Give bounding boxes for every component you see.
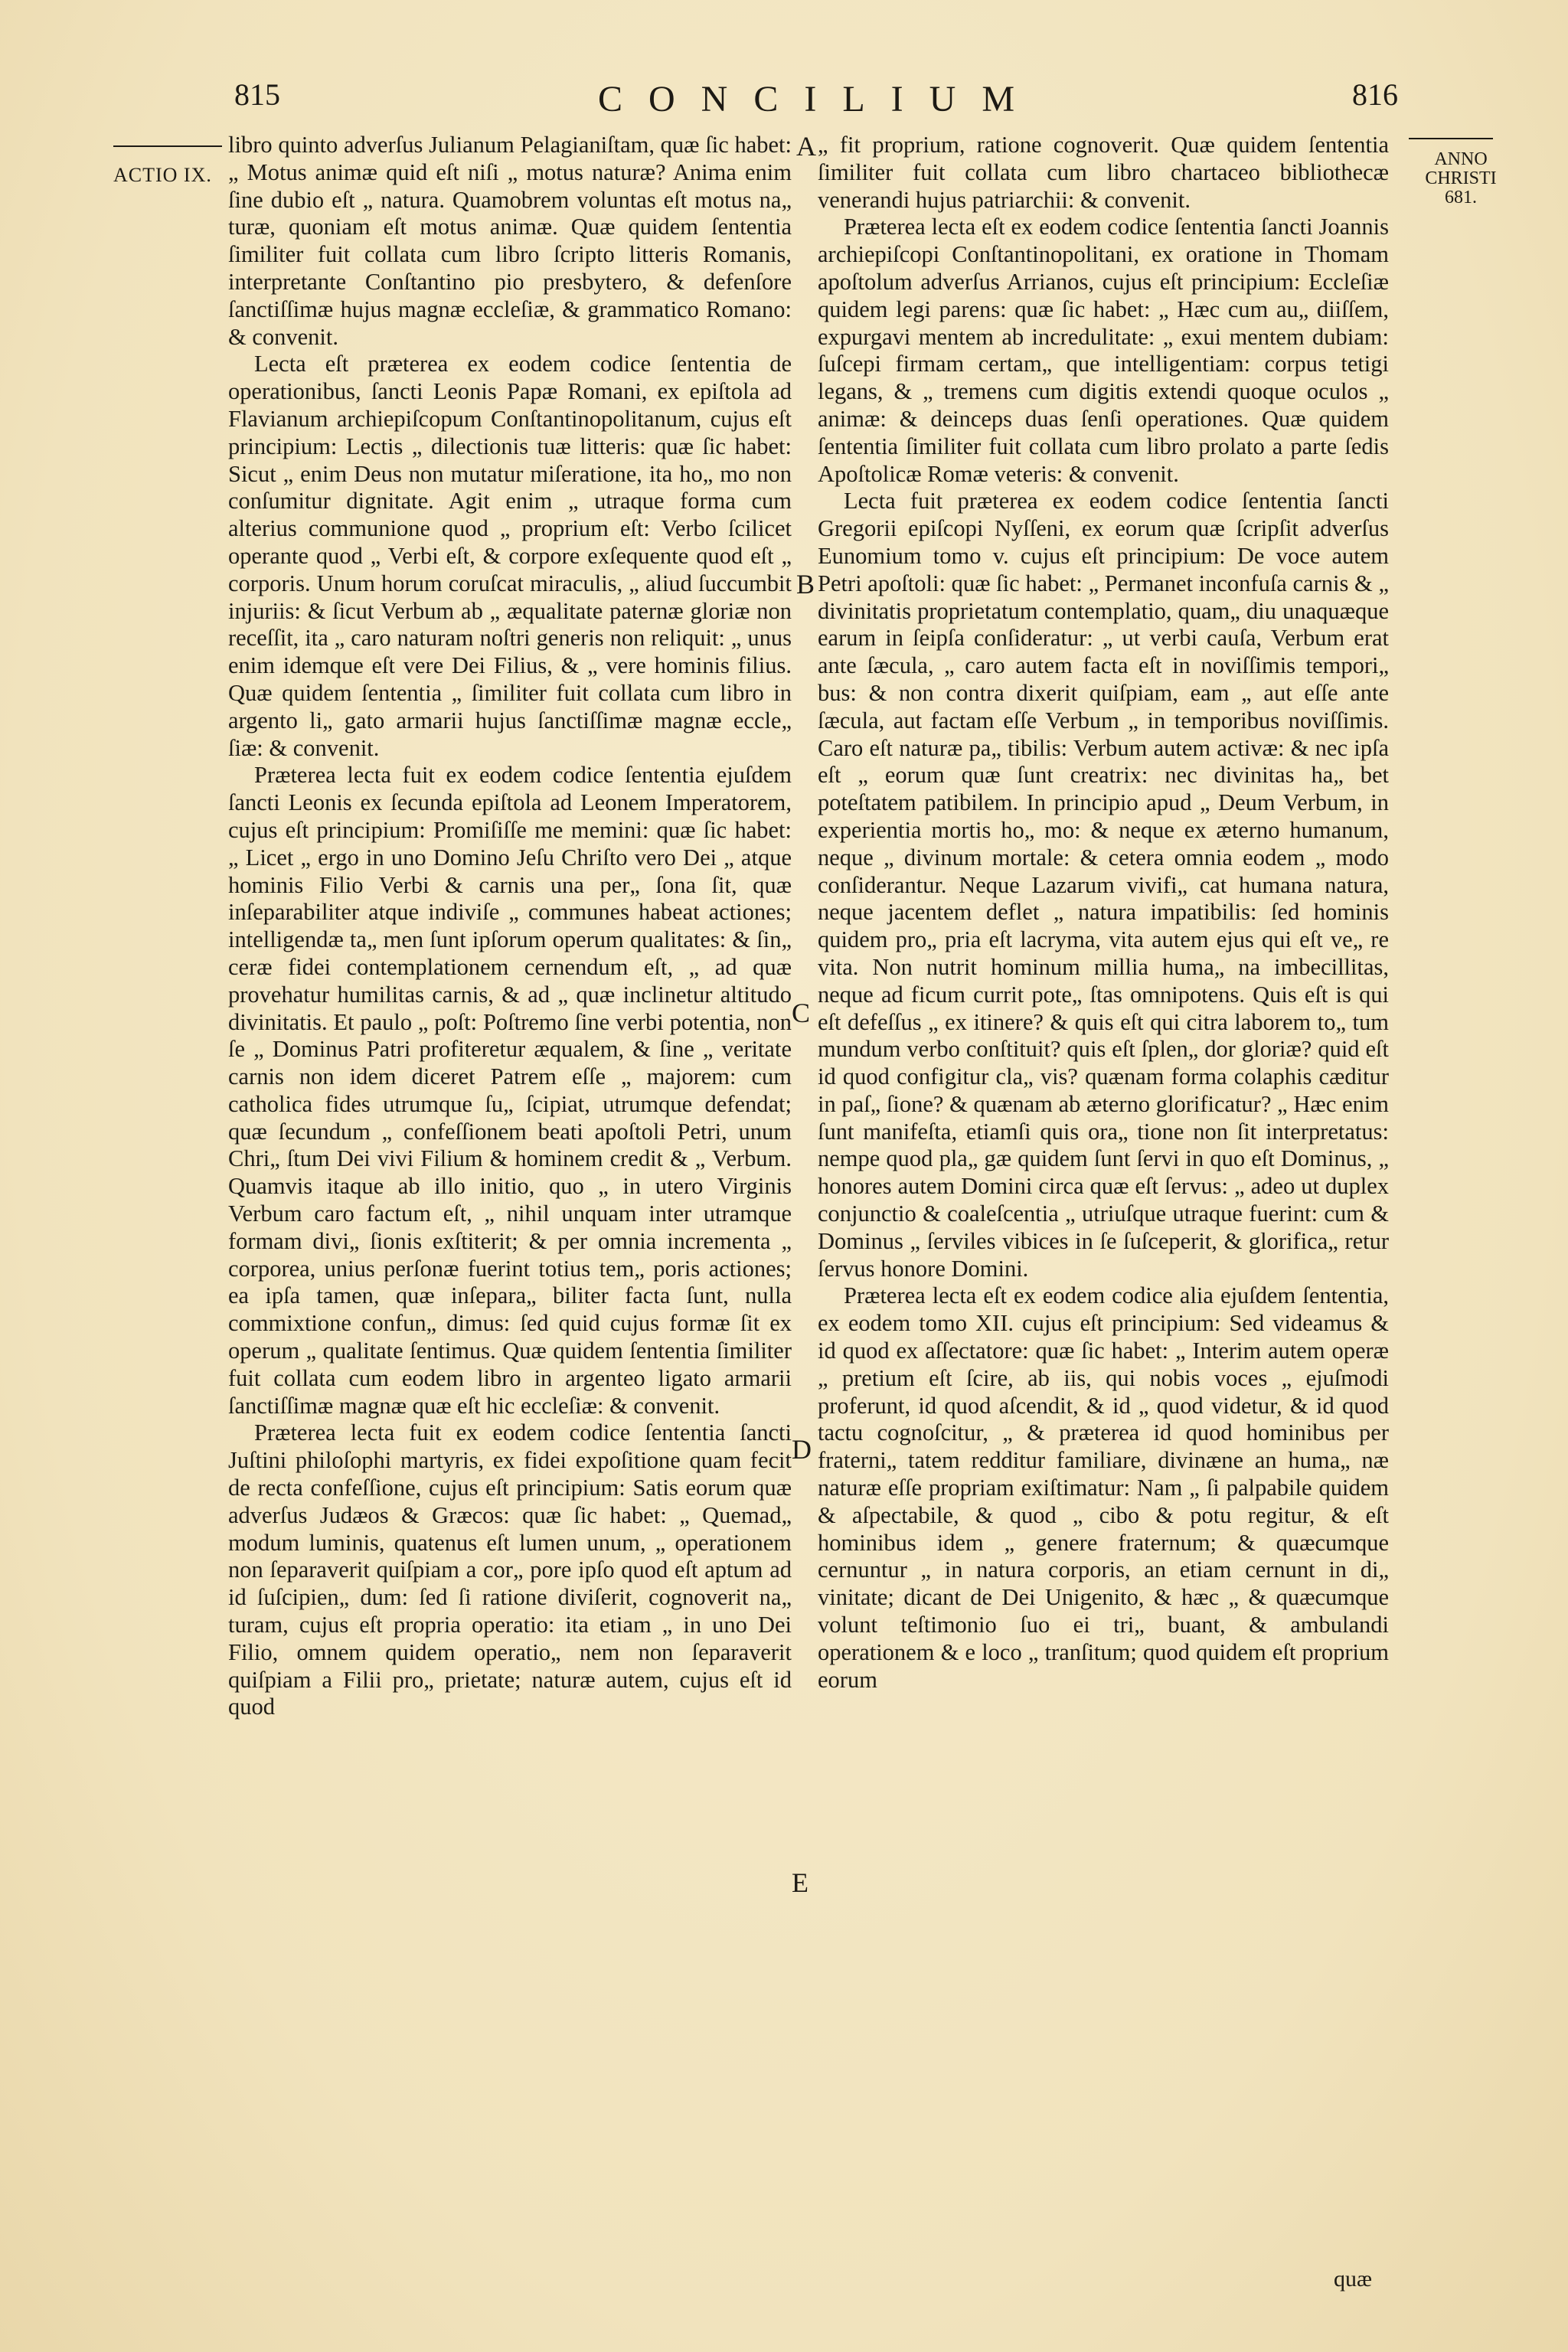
- left-text-column: [228, 132, 792, 1721]
- actio-marginal-note: ACTIO IX.: [113, 164, 212, 186]
- catchword: quæ: [1334, 2266, 1373, 2292]
- paragraph: „ fit proprium, ratione cognoverit. Quæ quidem ſententia ſimiliter fuit collata cum libro chartaceo bibliothecæ venerandi hujus patriarchii: & convenit.: [818, 132, 1389, 213]
- paragraph: Lecta eſt præterea ex eodem codice ſententia de operationibus, ſancti Leonis Papæ Romani, ex epiſtola ad Flavianum archiepiſcopum Conſtantinopolitanum, cujus eſt principium: Lectis „ dilectionis tuæ litteris: quæ ſic habet: Sicut „ enim Deus non mutatur miſeratione, ita ho„ mo non conſumitur dignitate. Agit enim „ utraque forma cum alterius communione quod „ proprium eſt: Verbo ſcilicet operante quod „ Verbi eſt, & corpore exſequente quod eſt „ corporis. Unum horum coruſcat miraculis, „ aliud ſuccumbit injuriis: & ſicut Verbum ab „ æqualitate paternæ gloriæ non receſſit, ita „ caro naturam noſtri generis non reliquit: „ unus enim idemque eſt vere Dei Filius, & „ vere hominis filius. Quæ quidem ſententia „ ſimiliter fuit collata cum libro in argento li„ gato armarii hujus ſanctiſſimæ magnæ eccle„ ſiæ: & convenit.: [228, 351, 792, 761]
- section-letter-b: B: [796, 569, 815, 599]
- section-letter-c: C: [792, 998, 811, 1028]
- section-letter-e: E: [792, 1867, 808, 1898]
- paragraph: Præterea lecta eſt ex eodem codice ſententia ſancti Joannis archiepiſcopi Conſtantinopolitani, ex oratione in Thomam apoſtolum adverſus Arrianos, cujus eſt principium: Eccleſiæ quidem legi parens: quæ ſic habet: „ Hæc cum au„ diiſſem, expurgavi mentem ab incredulitate: „ exui mentem dubiam: ſuſcepi firmam certam„ que intelligentiam: corpus tetigi legans, & „ tremens cum digitis extendi quoque oculos „ animæ: & deinceps duas ſenſi operationes. Quæ quidem ſententia ſimiliter fuit collata cum libro prolato a parte ſedis Apoſtolicæ Romæ veteris: & convenit.: [818, 214, 1389, 487]
- page-number-left: 815: [234, 77, 280, 112]
- paragraph: libro quinto adverſus Julianum Pelagianiſtam, quæ ſic habet: „ Motus animæ quid eſt niſi „ motus naturæ? Anima enim ſine dubio eſt „ natura. Quamobrem voluntas eſt motus na„ turæ, quoniam eſt motus animæ. Quæ quidem ſententia ſimiliter fuit collata cum libro ſcripto litteris Romanis, interpretante Conſtantino pio presbytero, & defenſore ſanctiſſimæ hujus magnæ eccleſiæ, & grammatico Romano: & convenit.: [228, 132, 792, 350]
- page-number-right: 816: [1352, 77, 1398, 112]
- anno-christi-marginal-note: ANNO CHRISTI 681.: [1425, 149, 1497, 207]
- right-text-column: [818, 132, 1389, 1694]
- running-title: CONCILIUM: [598, 79, 1040, 119]
- section-letter-d: D: [792, 1434, 812, 1465]
- paragraph: Præterea lecta eſt ex eodem codice alia ejuſdem ſententia, ex eodem tomo XII. cujus eſt principium: Sed videamus & id quod ex aſſectatore: quæ ſic habet: „ Interim autem operæ „ pretium eſt ſcire, ab iis, qui nobis voces „ ejuſmodi proferunt, id quod aſcendit, & id „ quod videtur, & id quod tactu cognoſcitur, „ & præterea id quod hominibus per fraterni„ tatem redditur familiare, divinæne an huma„ næ naturæ eſſe propriam exiſtimatur: Nam „ ſi palpabile quidem & aſpectabile, & quod „ cibo & potu regitur, & eſt hominibus idem „ genere fraternum; & quæcumque cernuntur „ in natura corporis, an etiam cernunt in di„ vinitate; dicant de Dei Unigenito, & hæc „ & quæcumque volunt teſtimonio ſuo ei tri„ buant, & ambulandi operationem & e loco „ tranſitum; quod quidem eſt proprium eorum: [818, 1282, 1389, 1693]
- margin-rule-right: [1409, 138, 1493, 139]
- margin-rule-left: [113, 145, 222, 147]
- paragraph: Præterea lecta fuit ex eodem codice ſententia ſancti Juſtini philoſophi martyris, ex fidei expoſitione quam fecit de recta confeſſione, cujus eſt principium: Satis eorum quæ adverſus Judæos & Græcos: quæ ſic habet: „ Quemad„ modum luminis, quatenus eſt lumen unum, „ operationem non ſeparaverit quiſpiam a cor„ pore ipſo quod eſt aptum ad id ſuſcipien„ dum: ſed ſi ratione diviſerit, cognoverit na„ turam, cujus eſt propria operatio: ita etiam „ in uno Dei Filio, omnem quidem operatio„ nem non ſeparaverit quiſpiam a Filii pro„ prietate; naturæ autem, cujus eſt id quod: [228, 1419, 792, 1720]
- section-letter-a: A: [796, 131, 816, 162]
- paragraph: Præterea lecta fuit ex eodem codice ſententia ejuſdem ſancti Leonis ex ſecunda epiſtola ad Leonem Imperatorem, cujus eſt principium: Promiſiſſe me memini: quæ ſic habet: „ Licet „ ergo in uno Domino Jeſu Chriſto vero Dei „ atque hominis Filio Verbi & carnis una per„ ſona ſit, quæ inſeparabiliter atque indiviſe „ communes habeat actiones; intelligendæ ta„ men ſunt ipſorum operum qualitates: & ſin„ ceræ fidei contemplationem cernendum eſt, „ ad quæ provehatur humilitas carnis, & ad „ quæ inclinetur altitudo divinitatis. Et paulo „ poſt: Poſtremo ſine verbi potentia, non ſe „ Dominus Patri profiteretur æqualem, & ſine „ veritate carnis non idem diceret Patrem eſſe „ majorem: cum catholica fides utrumque ſu„ ſcipiat, utrumque defendat; quæ ſecundum „ confeſſionem beati apoſtoli Petri, unum Chri„ ſtum Dei vivi Filium & hominem credit & „ Verbum. Quamvis itaque ab illo initio, quo „ in utero Virginis Verbum caro factum eſt, „ nihil unquam inter utramque formam divi„ ſionis exſtiterit; & per omnia incrementa „ corporea, unius perſonæ fuerint totius tem„ poris actiones; ea ipſa tamen, quæ inſepara„ biliter facta ſunt, nulla commixtione confun„ dimus: ſed quid cujus formæ ſit ex operum „ qualitate ſentimus. Quæ quidem ſententia ſimiliter fuit collata cum eodem libro in argenteo ligato armarii ſanctiſſimæ magnæ quæ eſt hic eccleſiæ: & convenit.: [228, 762, 792, 1419]
- paragraph: Lecta fuit præterea ex eodem codice ſententia ſancti Gregorii epiſcopi Nyſſeni, ex eorum quæ ſcripſit adverſus Eunomium tomo v. cujus eſt principium: De voce autem Petri apoſtoli: quæ ſic habet: „ Permanet inconfuſa carnis & „ divinitatis proprietatum contemplatio, quam„ diu unaquæque earum in ſeipſa conſideratur: „ ut verbi cauſa, Verbum erat ante ſæcula, „ caro autem facta eſt in noviſſimis tempori„ bus: & non contra dixerit quiſpiam, eam „ aut eſſe ante ſæcula, aut factam eſſe Verbum „ in temporibus noviſſimis. Caro eſt naturæ pa„ tibilis: Verbum autem activæ: & nec ipſa eſt „ eorum quæ ſunt creatrix: nec divinitas ha„ bet poteſtatem patibilem. In principio apud „ Deum Verbum, in experientia mortis ho„ mo: & neque ex æterno humanum, neque „ divinum mortale: & cetera omnia eodem „ modo conſiderantur. Neque Lazarum vivifi„ cat humana natura, neque jacentem deflet „ natura impatibilis: ſed hominis quidem pro„ pria eſt lacryma, vita autem ejus qui eſt ve„ re vita. Non nutrit hominum millia huma„ na imbecillitas, neque ad ficum currit pote„ ſtas omnipotens. Quis eſt is qui eſt defeſſus „ ex itinere? & quis eſt qui citra laborem to„ tum mundum verbo conſtituit? quis eſt ſplen„ dor gloriæ? quid eſt id quod configitur cla„ vis? quænam forma colaphis cæditur in paſ„ ſione? & quænam ab æterno glorificatur? „ Hæc enim ſunt manifeſta, etiamſi quis ora„ tione non ſit interpretatus: nempe quod pla„ gæ quidem ſunt ſervi in quo eſt Dominus, „ honores autem Domini circa quæ eſt ſervus: „ adeo ut duplex conjunctio & coaleſcentia „ utriuſque utraque fuerint: cum & Dominus „ ſerviles vibices in ſe ſuſceperit, & glorifica„ retur ſervus honore Domini.: [818, 488, 1389, 1282]
